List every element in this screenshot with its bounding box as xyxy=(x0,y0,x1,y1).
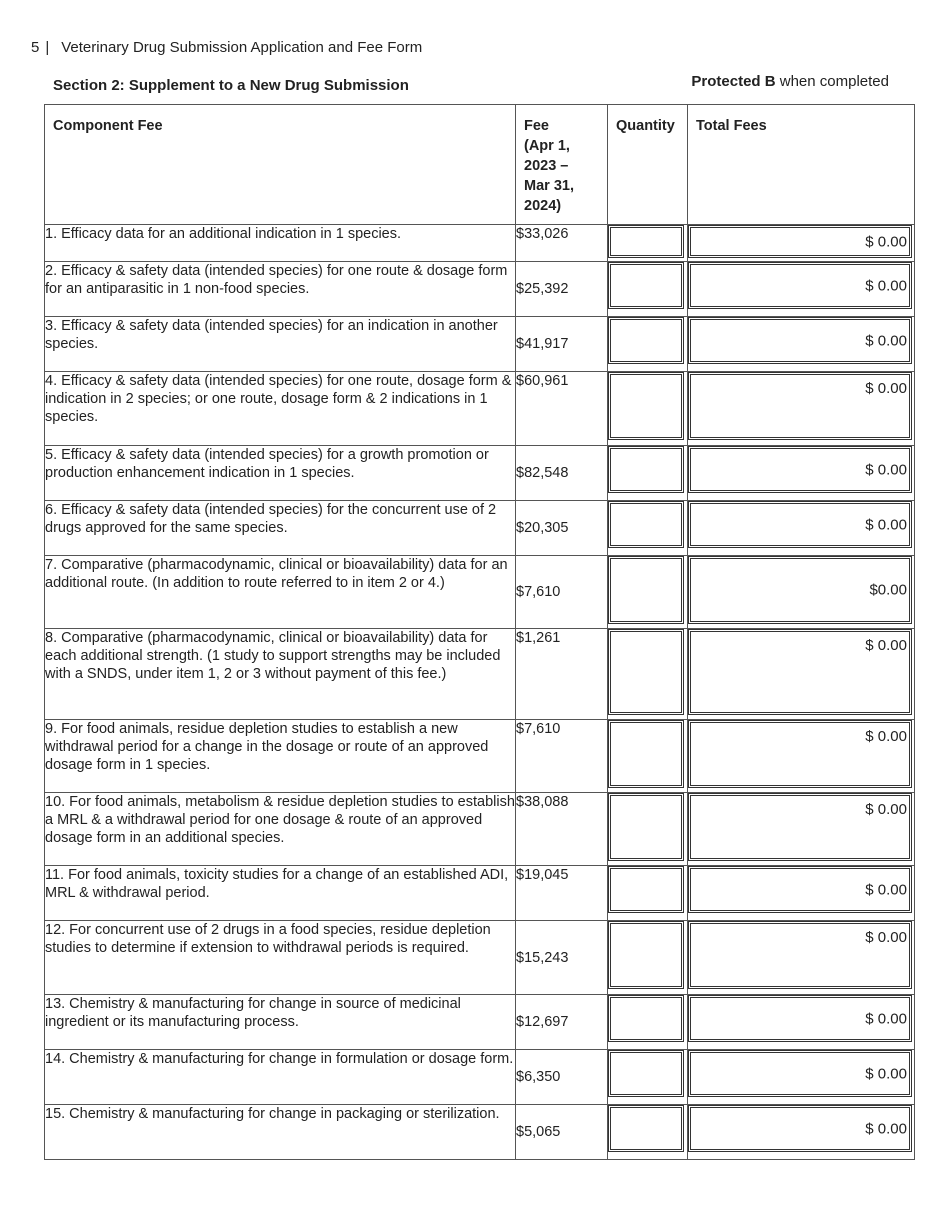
row-description: 15. Chemistry & manufacturing for change in packaging or sterilization. xyxy=(45,1105,516,1160)
total-fee-field[interactable] xyxy=(688,995,912,1042)
total-fee-value: $ 0.00 xyxy=(865,801,907,818)
row-total-cell xyxy=(688,995,915,1050)
total-fee-value: $ 0.00 xyxy=(865,728,907,745)
row-description: 7. Comparative (pharmacodynamic, clinical or bioavailability) data for an additional route. (In addition to route referred to in item 2 or 4.) xyxy=(45,556,516,629)
total-fee-value: $ 0.00 xyxy=(865,461,907,478)
row-quantity-cell xyxy=(608,720,688,793)
table-row xyxy=(45,1105,915,1160)
row-quantity-cell xyxy=(608,501,688,556)
header-fee-line: Fee xyxy=(524,118,549,134)
row-quantity-cell xyxy=(608,1105,688,1160)
row-total-cell xyxy=(688,372,915,446)
row-fee: $41,917 xyxy=(516,317,608,372)
row-total-cell xyxy=(688,446,915,501)
total-fee-field[interactable] xyxy=(688,501,912,548)
total-fee-field[interactable] xyxy=(688,372,912,440)
table-row xyxy=(45,995,915,1050)
row-description: 3. Efficacy & safety data (intended species) for an indication in another species. xyxy=(45,317,516,372)
row-total-cell xyxy=(688,720,915,793)
row-fee: $33,026 xyxy=(516,225,608,262)
total-fee-field[interactable] xyxy=(688,225,912,258)
quantity-input[interactable] xyxy=(608,317,684,364)
quantity-input[interactable] xyxy=(608,866,684,913)
quantity-input[interactable] xyxy=(608,629,684,715)
row-quantity-cell xyxy=(608,866,688,921)
row-fee: $25,392 xyxy=(516,262,608,317)
row-total-cell xyxy=(688,629,915,720)
total-fee-value: $ 0.00 xyxy=(865,277,907,294)
total-fee-field[interactable] xyxy=(688,629,912,715)
table-row xyxy=(45,793,915,866)
total-fee-value: $ 0.00 xyxy=(865,929,907,946)
total-fee-value: $ 0.00 xyxy=(865,332,907,349)
row-total-cell xyxy=(688,262,915,317)
row-total-cell xyxy=(688,866,915,921)
page-header xyxy=(31,39,422,56)
row-fee: $7,610 xyxy=(516,556,608,629)
total-fee-value: $ 0.00 xyxy=(865,516,907,533)
row-fee: $12,697 xyxy=(516,995,608,1050)
header-fee xyxy=(516,105,608,225)
quantity-input[interactable] xyxy=(608,262,684,309)
row-fee: $38,088 xyxy=(516,793,608,866)
quantity-input[interactable] xyxy=(608,995,684,1042)
total-fee-value: $0.00 xyxy=(869,581,907,599)
header-component-fee: Component Fee xyxy=(45,105,516,225)
row-description: 11. For food animals, toxicity studies for a change of an established ADI, MRL & withdrawal period. xyxy=(45,866,516,921)
section-title: Section 2: Supplement to a New Drug Submission xyxy=(53,77,409,94)
table-row xyxy=(45,866,915,921)
header-fee-line: Mar 31, xyxy=(524,178,574,194)
total-fee-field[interactable] xyxy=(688,866,912,913)
row-quantity-cell xyxy=(608,446,688,501)
quantity-input[interactable] xyxy=(608,720,684,788)
row-quantity-cell xyxy=(608,995,688,1050)
table-row xyxy=(45,921,915,995)
protected-rest: when completed xyxy=(775,73,889,90)
quantity-input[interactable] xyxy=(608,921,684,989)
row-description: 13. Chemistry & manufacturing for change in source of medicinal ingredient or its manufacturing process. xyxy=(45,995,516,1050)
protected-notice xyxy=(691,73,889,90)
protected-level: Protected B xyxy=(691,73,776,90)
row-fee: $60,961 xyxy=(516,372,608,446)
row-description: 4. Efficacy & safety data (intended species) for one route, dosage form & indication in 2 species; or one route, dosage form & 2 indications in 1 species. xyxy=(45,372,516,446)
header-fee-line: (Apr 1, xyxy=(524,138,570,154)
total-fee-value: $ 0.00 xyxy=(865,1065,907,1082)
quantity-input[interactable] xyxy=(608,501,684,548)
header-separator: | xyxy=(45,39,50,56)
total-fee-field[interactable] xyxy=(688,720,912,788)
total-fee-value: $ 0.00 xyxy=(865,1120,907,1137)
table-row xyxy=(45,446,915,501)
header-fee-line: 2024) xyxy=(524,198,562,214)
row-description: 6. Efficacy & safety data (intended species) for the concurrent use of 2 drugs approved for the same species. xyxy=(45,501,516,556)
fee-table xyxy=(44,104,915,1160)
table-row xyxy=(45,720,915,793)
row-total-cell xyxy=(688,1050,915,1105)
row-description: 1. Efficacy data for an additional indication in 1 species. xyxy=(45,225,516,262)
table-row xyxy=(45,1050,915,1105)
row-fee: $7,610 xyxy=(516,720,608,793)
total-fee-field[interactable] xyxy=(688,921,912,989)
row-quantity-cell xyxy=(608,225,688,262)
quantity-input[interactable] xyxy=(608,556,684,624)
total-fee-field[interactable] xyxy=(688,556,912,624)
table-row xyxy=(45,372,915,446)
row-fee: $1,261 xyxy=(516,629,608,720)
total-fee-field[interactable] xyxy=(688,793,912,861)
quantity-input[interactable] xyxy=(608,225,684,258)
table-row xyxy=(45,556,915,629)
table-row xyxy=(45,262,915,317)
row-quantity-cell xyxy=(608,262,688,317)
row-total-cell xyxy=(688,225,915,262)
total-fee-value: $ 0.00 xyxy=(865,637,907,654)
row-fee: $20,305 xyxy=(516,501,608,556)
total-fee-field[interactable] xyxy=(688,317,912,364)
row-total-cell xyxy=(688,556,915,629)
total-fee-field[interactable] xyxy=(688,1105,912,1152)
row-description: 14. Chemistry & manufacturing for change in formulation or dosage form. xyxy=(45,1050,516,1105)
total-fee-field[interactable] xyxy=(688,262,912,309)
row-quantity-cell xyxy=(608,793,688,866)
form-title: Veterinary Drug Submission Application and Fee Form xyxy=(61,39,423,56)
total-fee-value: $ 0.00 xyxy=(865,380,907,397)
row-total-cell xyxy=(688,501,915,556)
row-fee: $19,045 xyxy=(516,866,608,921)
header-total-fees: Total Fees xyxy=(688,105,915,225)
row-quantity-cell xyxy=(608,372,688,446)
quantity-input[interactable] xyxy=(608,446,684,493)
row-quantity-cell xyxy=(608,629,688,720)
row-total-cell xyxy=(688,793,915,866)
quantity-input[interactable] xyxy=(608,372,684,440)
table-header-row xyxy=(45,105,915,225)
row-description: 12. For concurrent use of 2 drugs in a food species, residue depletion studies to determine if extension to withdrawal periods is required. xyxy=(45,921,516,995)
header-quantity: Quantity xyxy=(608,105,688,225)
row-description: 2. Efficacy & safety data (intended species) for one route & dosage form for an antiparasitic in 1 non-food species. xyxy=(45,262,516,317)
row-description: 8. Comparative (pharmacodynamic, clinical or bioavailability) data for each additional strength. (1 study to support strengths may be included with a SNDS, under item 1, 2 or 3 without payment of this fee.) xyxy=(45,629,516,720)
row-total-cell xyxy=(688,1105,915,1160)
table-row xyxy=(45,629,915,720)
row-total-cell xyxy=(688,921,915,995)
row-quantity-cell xyxy=(608,556,688,629)
row-total-cell xyxy=(688,317,915,372)
table-row xyxy=(45,225,915,262)
total-fee-value: $ 0.00 xyxy=(865,1010,907,1027)
quantity-input[interactable] xyxy=(608,1105,684,1152)
quantity-input[interactable] xyxy=(608,1050,684,1097)
row-quantity-cell xyxy=(608,921,688,995)
page-number: 5 xyxy=(31,39,40,56)
row-quantity-cell xyxy=(608,1050,688,1105)
row-quantity-cell xyxy=(608,317,688,372)
table-row xyxy=(45,317,915,372)
total-fee-value: $ 0.00 xyxy=(865,881,907,898)
total-fee-value: $ 0.00 xyxy=(865,233,907,250)
row-description: 10. For food animals, metabolism & residue depletion studies to establish a MRL & a withdrawal period for one dosage & route of an approved dosage form in an additional species. xyxy=(45,793,516,866)
total-fee-field[interactable] xyxy=(688,446,912,493)
row-description: 5. Efficacy & safety data (intended species) for a growth promotion or production enhancement indication in 1 species. xyxy=(45,446,516,501)
quantity-input[interactable] xyxy=(608,793,684,861)
row-fee: $82,548 xyxy=(516,446,608,501)
total-fee-field[interactable] xyxy=(688,1050,912,1097)
row-fee: $5,065 xyxy=(516,1105,608,1160)
row-description: 9. For food animals, residue depletion studies to establish a new withdrawal period for a change in the dosage or route of an approved dosage form in 1 species. xyxy=(45,720,516,793)
row-fee: $15,243 xyxy=(516,921,608,995)
row-fee: $6,350 xyxy=(516,1050,608,1105)
table-row xyxy=(45,501,915,556)
header-fee-line: 2023 – xyxy=(524,158,569,174)
